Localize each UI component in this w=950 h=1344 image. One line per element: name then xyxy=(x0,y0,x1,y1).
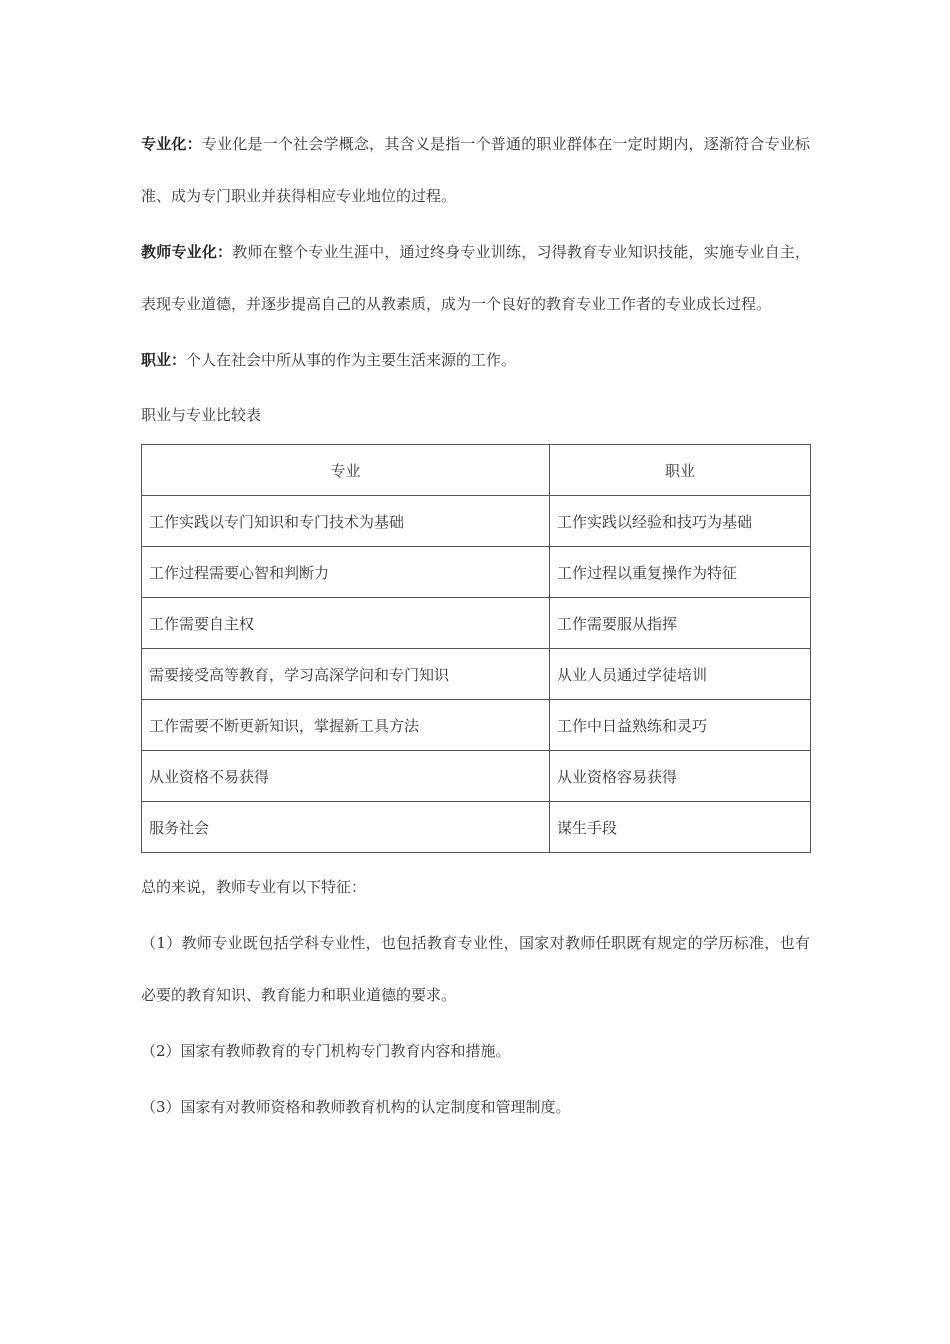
definition-professionalization xyxy=(141,118,810,222)
table-cell: 从业资格不易获得 xyxy=(142,751,550,802)
column-header-occupation: 职业 xyxy=(550,445,811,496)
table-cell: 工作过程以重复操作为特征 xyxy=(550,547,811,598)
definition-text: 个人在社会中所从事的作为主要生活来源的工作。 xyxy=(186,351,517,369)
definition-term: 教师专业化： xyxy=(141,243,233,261)
table-cell: 服务社会 xyxy=(142,802,550,853)
definition-term: 职业： xyxy=(141,351,187,369)
table-cell: 工作过程需要心智和判断力 xyxy=(142,547,550,598)
table-row xyxy=(142,751,811,802)
definition-term: 专业化： xyxy=(141,135,202,153)
definition-text: 专业化是一个社会学概念，其含义是指一个普通的职业群体在一定时期内，逐渐符合专业标准、成为专门职业并获得相应专业地位的过程。 xyxy=(141,135,810,205)
table-row xyxy=(142,598,811,649)
table-row xyxy=(142,700,811,751)
table-cell: 工作实践以专门知识和专门技术为基础 xyxy=(142,496,550,547)
definition-occupation xyxy=(141,334,810,386)
document-body xyxy=(141,128,810,1133)
table-header-row xyxy=(142,445,811,496)
comparison-table xyxy=(141,444,811,853)
table-cell: 从业人员通过学徒培训 xyxy=(550,649,811,700)
table-cell: 工作中日益熟练和灵巧 xyxy=(550,700,811,751)
table-caption: 职业与专业比较表 xyxy=(141,406,262,424)
summary-item-3: （3）国家有对教师资格和教师教育机构的认定制度和管理制度。 xyxy=(141,1098,571,1116)
table-row xyxy=(142,547,811,598)
table-row xyxy=(142,496,811,547)
table-cell: 谋生手段 xyxy=(550,802,811,853)
table-cell: 工作需要服从指挥 xyxy=(550,598,811,649)
summary-intro: 总的来说，教师专业有以下特征： xyxy=(141,878,367,896)
table-row xyxy=(142,802,811,853)
table-cell: 工作实践以经验和技巧为基础 xyxy=(550,496,811,547)
definition-text: 教师在整个专业生涯中，通过终身专业训练，习得教育专业知识技能，实施专业自主，表现专业道德，并逐步提高自己的从教素质，成为一个良好的教育专业工作者的专业成长过程。 xyxy=(141,243,810,313)
table-cell: 从业资格容易获得 xyxy=(550,751,811,802)
table-row xyxy=(142,649,811,700)
table-cell: 工作需要不断更新知识，掌握新工具方法 xyxy=(142,700,550,751)
table-cell: 需要接受高等教育，学习高深学问和专门知识 xyxy=(142,649,550,700)
summary-item-2: （2）国家有教师教育的专门机构专门教育内容和措施。 xyxy=(141,1042,511,1060)
summary-item-1: （1）教师专业既包括学科专业性，也包括教育专业性，国家对教师任职既有规定的学历标准，也有必要的教育知识、教育能力和职业道德的要求。 xyxy=(141,934,810,1004)
definition-teacher-professionalization xyxy=(141,226,810,330)
column-header-profession: 专业 xyxy=(142,445,550,496)
table-cell: 工作需要自主权 xyxy=(142,598,550,649)
